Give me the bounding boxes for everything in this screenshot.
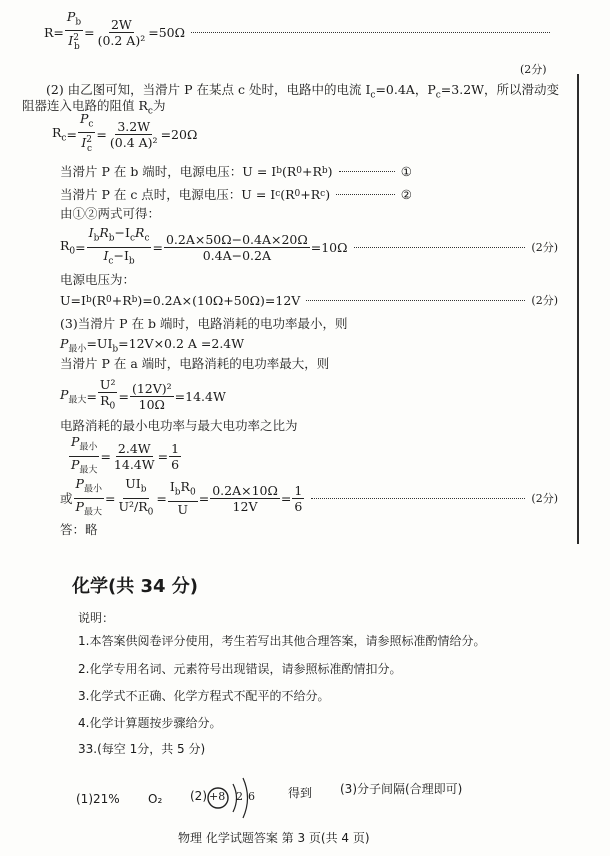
note-1: 1.本答案供阅卷评分使用，考生若写出其他合理答案，请参照标准酌情给分。 (78, 634, 486, 648)
q33-answer-4: 得到 (288, 786, 313, 800)
shell-1-electrons: 2 (236, 790, 243, 803)
equation-2-row: 当滑片 P 在 c 点时，电源电压：U = I c (R 0 +R c ) ② (60, 186, 412, 202)
ratio-label: 电路消耗的最小电功率与最大电功率之比为 (60, 418, 298, 433)
note-4: 4.化学计算题按步骤给分。 (78, 716, 222, 730)
r0-equation-row: $R_0$ = $\frac{I_bR_b-I_cR_c}{I_c-I_b}$ = $\frac{0.2A\times 50\Omega-0.4A\times 20\Omega}{0.4A-0.2A}$ =10Ω (2分) (60, 225, 558, 266)
q33-title: 33.(每空 1分，共 5 分) (78, 742, 206, 756)
q33-answer-1: (1)21% (76, 792, 120, 806)
part3-intro: (3)当滑片 P 在 b 端时，电路消耗的电功率最小，则 (60, 316, 348, 331)
ratio-equation-2: 或 $\frac{P_{最小}}{P_{最大}}$ = $\frac{UI_b}{U^2/R_0}$ = $\frac{I_bR_0}{U}$ = $\frac{0.2A\times 10\Omega}{12V}$ = $\frac{1}{6}$ (2分) (60, 476, 558, 517)
q33-answer-2: O₂ (148, 792, 163, 806)
binding-margin-line (577, 74, 579, 544)
q33-answer-3-label: (2) (190, 789, 207, 803)
score-4: (2分) (531, 492, 558, 505)
r-eq-result: =50Ω (148, 24, 185, 40)
atom-structure-diagram (206, 770, 266, 826)
r-equation-row: R= $\frac{P_b}{I^2_b}$ = $\frac{2W}{\text{(0.2 A)²}}$ =50Ω (44, 8, 556, 56)
notes-title: 说明： (78, 611, 115, 625)
eq2-mark: ② (400, 186, 412, 202)
part3-line2: 当滑片 P 在 a 端时，电路消耗的电功率最大，则 (60, 356, 330, 371)
answer-line: 答：略 (60, 522, 98, 537)
part2-intro: (2) 由乙图可知，当滑片 P 在某点 c 处时，电路中的电流 $I_c=0.4A$，$P_c=3.2W$，所以滑动变 (46, 82, 559, 101)
voltage-equation-row: U=I b (R 0 +R b )=0.2A×(10Ω+50Ω)=12V (2分) (60, 292, 558, 308)
part2-line2: 阻器连入电路的阻值 $R_c$为 (22, 98, 166, 117)
rc-equation-row: $R_c$ = $\frac{P_c}{I^2_c}$ = $\frac{3.2W}{\text{(0.4 A)²}}$ =20Ω (52, 110, 198, 155)
pmax-equation-row: $P_{最大}$ = $\frac{\text{U²}}{R_0}$ = $\frac{\text{(12V)²}}{10\Omega}$ =14.4W (60, 377, 226, 412)
r-eq-frac1: $\frac{P_b}{I^2_b}$ (66, 8, 82, 53)
score-1: (2分) (520, 63, 547, 76)
shell-2-electrons: 6 (248, 790, 255, 803)
equation-1-row: 当滑片 P 在 b 端时，电源电压：U = I b (R 0 +R b ) ① (60, 163, 412, 179)
voltage-label: 电源电压为： (60, 272, 136, 287)
note-2: 2.化学专用名词、元素符号出现错误，请参照标准酌情扣分。 (78, 662, 402, 676)
r-eq-frac2: $\frac{2W}{\text{(0.2 A)²}}$ (97, 16, 146, 48)
q33-answer-5: (3)分子间隔(合理即可) (340, 782, 463, 796)
page-footer: 物理 化学试题答案 第 3 页(共 4 页) (178, 831, 370, 845)
combine-text: 由①②两式可得： (60, 206, 161, 221)
score-2: (2分) (531, 241, 558, 254)
r-eq-lhs: R= (44, 24, 64, 40)
ratio-equation-1: $\frac{P_{最小}}{P_{最大}}$ = $\frac{2.4W}{14.4W}$ = $\frac{1}{6}$ (71, 434, 180, 475)
nucleus-charge: +8 (209, 790, 226, 803)
eq1-mark: ① (400, 163, 412, 179)
note-3: 3.化学式不正确、化学方程式不配平的不给分。 (78, 689, 330, 703)
pmin-equation: $P_{最小}=UI_b=12V\times 0.2$ A =2.4W (60, 336, 245, 355)
score-3: (2分) (531, 294, 558, 307)
chemistry-heading: 化学(共 34 分) (72, 576, 199, 597)
